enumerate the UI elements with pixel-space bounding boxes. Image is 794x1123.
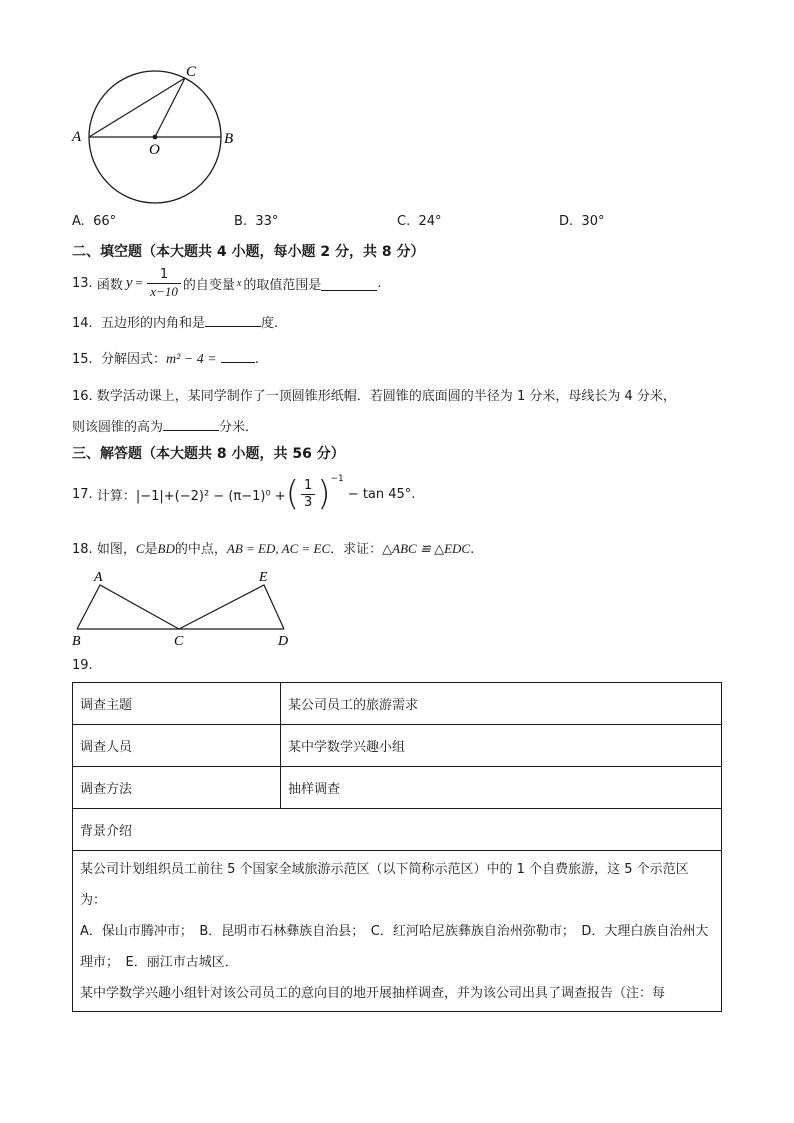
q18-text: 如图， <box>96 542 136 557</box>
label-c: C <box>174 634 184 649</box>
table-row <box>73 767 722 809</box>
q13-prefix: 函数 <box>96 277 123 293</box>
q18-text: 是 <box>144 542 158 557</box>
question-14 <box>72 312 278 331</box>
left-paren: ( <box>285 474 299 514</box>
label-c: C <box>186 64 197 80</box>
question-13 <box>72 265 381 301</box>
q17-exponent: −1 <box>330 474 344 484</box>
question-15 <box>72 348 259 368</box>
label-e: E <box>259 570 268 585</box>
q17-expression-start: 计算：|−1|+(−2)² − (π−1)⁰ + <box>96 488 286 504</box>
survey-value: 某中学数学兴趣小组 <box>281 725 722 767</box>
section-2-title: 二、填空题（本大题共 4 小题，每小题 2 分，共 8 分） <box>72 244 425 260</box>
option-c <box>397 214 442 229</box>
q18-text: 的中点， <box>174 542 227 557</box>
q13-var-x: x <box>236 277 242 289</box>
option-value: 30° <box>581 214 605 229</box>
question-19-number: 19. <box>72 658 93 673</box>
question-16-line1: 16. 数学活动课上，某同学制作了一顶圆锥形纸帽．若圆锥的底面圆的半径为 1 分米，母线长为 4 分米， <box>72 389 676 404</box>
option-letter: D. <box>559 214 574 229</box>
table-row <box>73 725 722 767</box>
fraction-numerator: 1 <box>147 267 181 284</box>
answer-blank[interactable] <box>221 348 255 363</box>
question-number: 17. <box>72 486 93 502</box>
answer-blank[interactable] <box>321 276 377 291</box>
survey-table <box>72 682 722 1012</box>
q15-end: . <box>254 352 259 367</box>
triangle-edc <box>179 585 284 629</box>
label-a: A <box>72 129 82 145</box>
q14-prefix: 五边形的内角和是 <box>100 316 205 331</box>
background-paragraph-2: A．保山市腾冲市； B．昆明市石林彝族自治县； C．红河哈尼族彝族自治州弥勒市； D．大理白族自治州大理市； E．丽江市古城区． <box>80 924 709 970</box>
option-b <box>234 214 278 229</box>
fraction-denominator: 3 <box>303 494 313 510</box>
question-number: 13. <box>72 275 93 291</box>
question-number: 15. <box>72 352 93 367</box>
option-letter: A. <box>72 214 85 229</box>
fraction-denominator: x−10 <box>150 283 178 299</box>
option-a <box>72 214 116 229</box>
q18-text: ．求证： <box>330 542 383 557</box>
right-paren: ) <box>317 474 331 514</box>
question-16-line2 <box>72 416 258 435</box>
answer-blank[interactable] <box>205 312 261 327</box>
q15-expression: m² − 4 = <box>165 352 217 367</box>
option-value: 33° <box>255 214 279 229</box>
triangle-abc <box>77 585 179 629</box>
label-d: D <box>278 634 289 649</box>
question-number: 18. <box>72 542 93 557</box>
survey-key: 调查人员 <box>73 725 281 767</box>
question-17 <box>72 470 415 518</box>
label-b: B <box>72 634 81 649</box>
q18-end: . <box>470 542 475 557</box>
option-d <box>559 214 604 229</box>
q15-prefix: 分解因式： <box>100 352 166 367</box>
center-dot <box>153 135 158 140</box>
question-18 <box>72 538 474 557</box>
section-3-title: 三、解答题（本大题共 8 小题，共 56 分） <box>72 446 345 462</box>
q13-end: . <box>377 275 382 291</box>
background-title: 背景介绍 <box>73 809 722 851</box>
table-row <box>73 683 722 725</box>
q13-equals: = <box>134 275 144 290</box>
q13-text: 的自变量 <box>182 277 235 293</box>
q18-point-c: C <box>135 541 145 556</box>
q16-suffix: 分米． <box>219 420 259 435</box>
q18-conclusion: △ABC ≌ △EDC <box>382 541 471 556</box>
survey-value: 抽样调查 <box>281 767 722 809</box>
background-body <box>73 851 722 1012</box>
q17-fraction <box>301 478 315 511</box>
survey-key: 调查方法 <box>73 767 281 809</box>
option-letter: B. <box>234 214 248 229</box>
survey-value: 某公司员工的旅游需求 <box>281 683 722 725</box>
label-o: O <box>149 142 160 158</box>
circle-figure <box>66 58 256 208</box>
triangles-figure <box>68 566 298 650</box>
table-row <box>73 851 722 1012</box>
q16-prefix: 则该圆锥的高为 <box>72 420 164 435</box>
q18-segment-bd: BD <box>157 541 175 556</box>
table-row <box>73 809 722 851</box>
q14-suffix: 度. <box>260 316 279 331</box>
survey-key: 调查主题 <box>73 683 281 725</box>
q13-var-y: y <box>125 274 133 291</box>
q17-expression-end: − tan 45°. <box>347 486 416 502</box>
option-letter: C. <box>397 214 411 229</box>
background-paragraph-3: 某中学数学兴趣小组针对该公司员工的意向目的地开展抽样调查，并为该公司出具了调查报告（注：每 <box>80 986 666 1001</box>
q13-fraction <box>147 267 181 300</box>
answer-blank[interactable] <box>163 416 219 431</box>
q18-conditions: AB = ED, AC = EC <box>226 541 331 556</box>
option-value: 66° <box>93 214 117 229</box>
question-number: 14. <box>72 316 93 331</box>
label-b: B <box>224 131 234 147</box>
background-paragraph-1: 某公司计划组织员工前往 5 个国家全域旅游示范区（以下简称示范区）中的 1 个自费旅游，这 5 个示范区为： <box>80 862 689 908</box>
q13-text2: 的取值范围是 <box>243 277 322 293</box>
fraction-numerator: 1 <box>301 478 315 495</box>
option-value: 24° <box>418 214 442 229</box>
label-a: A <box>94 570 103 585</box>
